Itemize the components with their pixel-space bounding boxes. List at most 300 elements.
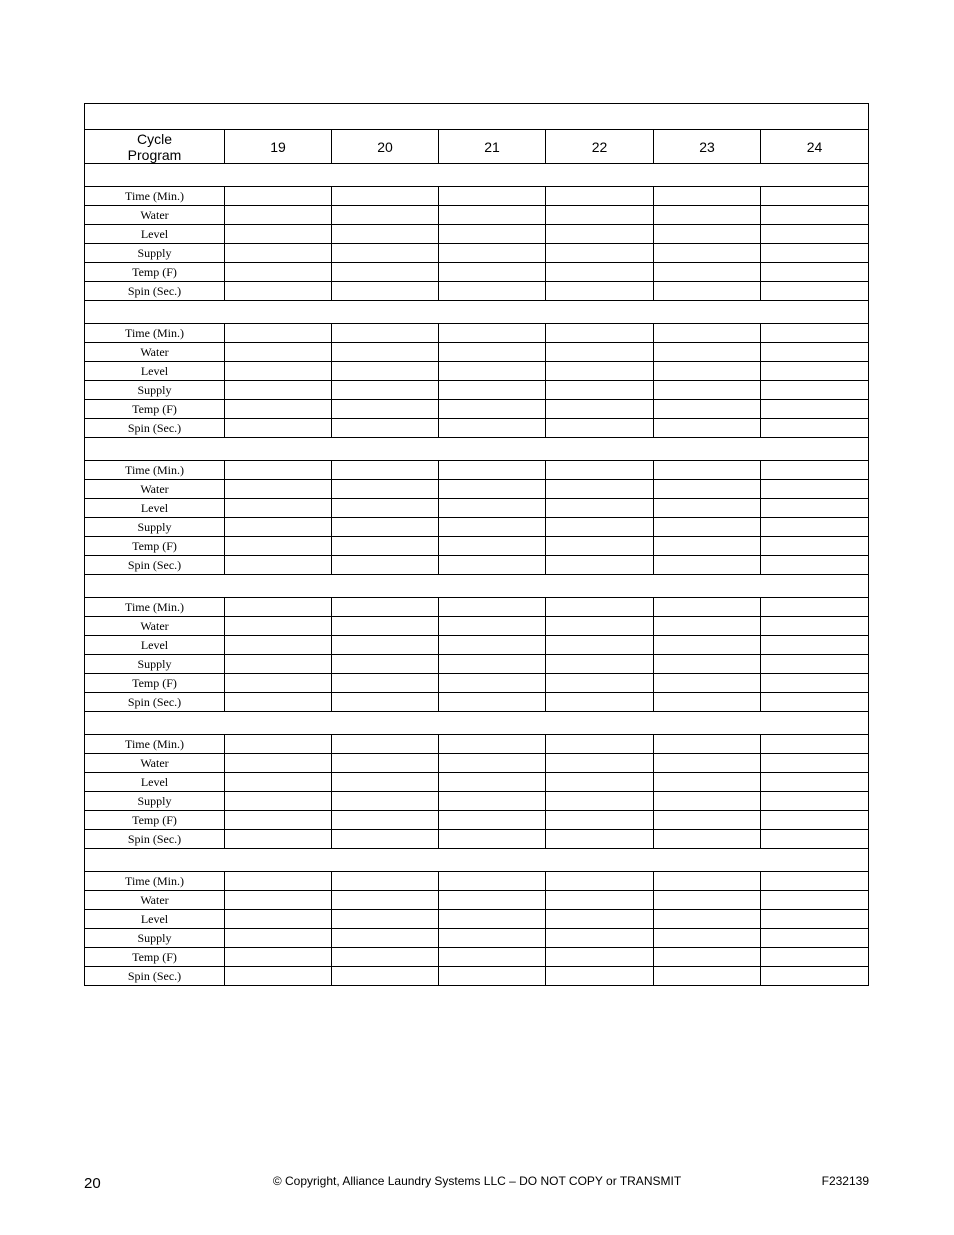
value-cell[interactable]	[225, 773, 332, 792]
row-label: Temp (F)	[85, 263, 225, 282]
value-cell[interactable]	[439, 419, 546, 438]
value-cell[interactable]	[761, 830, 869, 849]
row-label: Level	[85, 499, 225, 518]
value-cell[interactable]	[332, 400, 439, 419]
value-cell[interactable]	[332, 754, 439, 773]
table-row	[85, 187, 869, 206]
value-cell[interactable]	[761, 480, 869, 499]
row-label: Supply	[85, 792, 225, 811]
value-cell[interactable]	[654, 891, 761, 910]
value-cell[interactable]	[761, 636, 869, 655]
value-cell[interactable]	[546, 792, 654, 811]
value-cell[interactable]	[439, 381, 546, 400]
table-title-cell	[85, 104, 869, 130]
value-cell[interactable]	[439, 499, 546, 518]
value-cell[interactable]	[332, 187, 439, 206]
value-cell[interactable]	[332, 967, 439, 986]
value-cell[interactable]	[439, 187, 546, 206]
value-cell[interactable]	[225, 598, 332, 617]
section-divider-cell	[85, 164, 869, 187]
value-cell[interactable]	[761, 518, 869, 537]
value-cell[interactable]	[546, 537, 654, 556]
value-cell[interactable]	[761, 910, 869, 929]
value-cell[interactable]	[439, 636, 546, 655]
value-cell[interactable]	[654, 282, 761, 301]
value-cell[interactable]	[225, 617, 332, 636]
table-row	[85, 754, 869, 773]
value-cell[interactable]	[654, 499, 761, 518]
value-cell[interactable]	[546, 400, 654, 419]
table-row	[85, 461, 869, 480]
value-cell[interactable]	[761, 735, 869, 754]
table-row	[85, 225, 869, 244]
value-cell[interactable]	[225, 362, 332, 381]
value-cell[interactable]	[761, 891, 869, 910]
value-cell[interactable]	[654, 910, 761, 929]
value-cell[interactable]	[439, 324, 546, 343]
value-cell[interactable]	[546, 872, 654, 891]
value-cell[interactable]	[332, 419, 439, 438]
value-cell[interactable]	[332, 792, 439, 811]
section-divider-cell	[85, 301, 869, 324]
value-cell[interactable]	[439, 735, 546, 754]
value-cell[interactable]	[654, 225, 761, 244]
value-cell[interactable]	[225, 480, 332, 499]
row-label: Water	[85, 480, 225, 499]
value-cell[interactable]	[761, 754, 869, 773]
value-cell[interactable]	[225, 910, 332, 929]
value-cell[interactable]	[332, 693, 439, 712]
value-cell[interactable]	[654, 244, 761, 263]
value-cell[interactable]	[761, 929, 869, 948]
value-cell[interactable]	[761, 872, 869, 891]
value-cell[interactable]	[225, 967, 332, 986]
table-row	[85, 598, 869, 617]
row-label: Temp (F)	[85, 537, 225, 556]
value-cell[interactable]	[761, 537, 869, 556]
value-cell[interactable]	[761, 948, 869, 967]
value-cell[interactable]	[761, 225, 869, 244]
value-cell[interactable]	[439, 967, 546, 986]
value-cell[interactable]	[654, 830, 761, 849]
value-cell[interactable]	[439, 480, 546, 499]
value-cell[interactable]	[225, 754, 332, 773]
value-cell[interactable]	[654, 598, 761, 617]
value-cell[interactable]	[761, 556, 869, 575]
row-label: Spin (Sec.)	[85, 830, 225, 849]
value-cell[interactable]	[761, 773, 869, 792]
value-cell[interactable]	[225, 811, 332, 830]
value-cell[interactable]	[654, 343, 761, 362]
row-label: Time (Min.)	[85, 735, 225, 754]
row-label: Level	[85, 910, 225, 929]
value-cell[interactable]	[654, 929, 761, 948]
value-cell[interactable]	[654, 419, 761, 438]
value-cell[interactable]	[761, 400, 869, 419]
table-row	[85, 773, 869, 792]
value-cell[interactable]	[332, 480, 439, 499]
value-cell[interactable]	[761, 674, 869, 693]
value-cell[interactable]	[546, 674, 654, 693]
value-cell[interactable]	[225, 343, 332, 362]
value-cell[interactable]	[761, 206, 869, 225]
value-cell[interactable]	[546, 556, 654, 575]
value-cell[interactable]	[654, 967, 761, 986]
value-cell[interactable]	[332, 617, 439, 636]
value-cell[interactable]	[546, 324, 654, 343]
row-label: Temp (F)	[85, 400, 225, 419]
value-cell[interactable]	[546, 967, 654, 986]
table-row	[85, 263, 869, 282]
value-cell[interactable]	[332, 948, 439, 967]
column-header: 20	[332, 130, 439, 164]
column-header: 22	[546, 130, 654, 164]
value-cell[interactable]	[546, 461, 654, 480]
table-row	[85, 693, 869, 712]
value-cell[interactable]	[332, 830, 439, 849]
value-cell[interactable]	[225, 655, 332, 674]
value-cell[interactable]	[332, 910, 439, 929]
table-row	[85, 282, 869, 301]
value-cell[interactable]	[225, 830, 332, 849]
value-cell[interactable]	[654, 792, 761, 811]
value-cell[interactable]	[761, 244, 869, 263]
value-cell[interactable]	[761, 324, 869, 343]
row-label: Time (Min.)	[85, 461, 225, 480]
cycle-header-line1: Cycle	[136, 130, 172, 147]
table-title-row	[85, 104, 869, 130]
value-cell[interactable]	[654, 773, 761, 792]
table-row	[85, 419, 869, 438]
value-cell[interactable]	[654, 480, 761, 499]
value-cell[interactable]	[654, 362, 761, 381]
value-cell[interactable]	[654, 674, 761, 693]
value-cell[interactable]	[439, 263, 546, 282]
value-cell[interactable]	[332, 811, 439, 830]
value-cell[interactable]	[332, 518, 439, 537]
table-row	[85, 324, 869, 343]
value-cell[interactable]	[439, 872, 546, 891]
value-cell[interactable]	[546, 598, 654, 617]
value-cell[interactable]	[761, 362, 869, 381]
table-row	[85, 674, 869, 693]
value-cell[interactable]	[546, 206, 654, 225]
value-cell[interactable]	[439, 929, 546, 948]
table-row	[85, 811, 869, 830]
document-id: F232139	[821, 1174, 869, 1188]
section-divider-row	[85, 575, 869, 598]
value-cell[interactable]	[761, 187, 869, 206]
table-row	[85, 910, 869, 929]
value-cell[interactable]	[225, 872, 332, 891]
value-cell[interactable]	[654, 693, 761, 712]
value-cell[interactable]	[225, 225, 332, 244]
value-cell[interactable]	[546, 830, 654, 849]
section-divider-row	[85, 164, 869, 187]
value-cell[interactable]	[654, 518, 761, 537]
value-cell[interactable]	[654, 556, 761, 575]
value-cell[interactable]	[546, 754, 654, 773]
value-cell[interactable]	[654, 948, 761, 967]
value-cell[interactable]	[761, 655, 869, 674]
value-cell[interactable]	[654, 206, 761, 225]
table-row	[85, 362, 869, 381]
value-cell[interactable]	[225, 929, 332, 948]
value-cell[interactable]	[332, 343, 439, 362]
value-cell[interactable]	[439, 343, 546, 362]
table-row	[85, 244, 869, 263]
value-cell[interactable]	[439, 556, 546, 575]
value-cell[interactable]	[225, 263, 332, 282]
value-cell[interactable]	[439, 693, 546, 712]
table-row	[85, 872, 869, 891]
value-cell[interactable]	[546, 263, 654, 282]
row-label: Supply	[85, 518, 225, 537]
value-cell[interactable]	[439, 655, 546, 674]
value-cell[interactable]	[761, 343, 869, 362]
value-cell[interactable]	[225, 518, 332, 537]
value-cell[interactable]	[654, 811, 761, 830]
row-label: Level	[85, 636, 225, 655]
value-cell[interactable]	[546, 891, 654, 910]
value-cell[interactable]	[546, 910, 654, 929]
value-cell[interactable]	[439, 244, 546, 263]
value-cell[interactable]	[546, 518, 654, 537]
value-cell[interactable]	[225, 187, 332, 206]
value-cell[interactable]	[225, 499, 332, 518]
value-cell[interactable]	[225, 556, 332, 575]
copyright-notice: © Copyright, Alliance Laundry Systems LLC – DO NOT COPY or TRANSMIT	[272, 1174, 682, 1188]
value-cell[interactable]	[439, 282, 546, 301]
program-header-line2: Program	[127, 146, 182, 163]
value-cell[interactable]	[546, 655, 654, 674]
value-cell[interactable]	[439, 617, 546, 636]
value-cell[interactable]	[332, 636, 439, 655]
row-label: Spin (Sec.)	[85, 419, 225, 438]
value-cell[interactable]	[546, 636, 654, 655]
row-label: Level	[85, 362, 225, 381]
value-cell[interactable]	[332, 362, 439, 381]
value-cell[interactable]	[332, 263, 439, 282]
row-label: Spin (Sec.)	[85, 693, 225, 712]
value-cell[interactable]	[332, 206, 439, 225]
value-cell[interactable]	[439, 891, 546, 910]
value-cell[interactable]	[654, 461, 761, 480]
value-cell[interactable]	[546, 244, 654, 263]
value-cell[interactable]	[225, 693, 332, 712]
row-label: Water	[85, 891, 225, 910]
row-label: Time (Min.)	[85, 872, 225, 891]
table-row	[85, 537, 869, 556]
section-divider-cell	[85, 438, 869, 461]
value-cell[interactable]	[546, 948, 654, 967]
value-cell[interactable]	[332, 735, 439, 754]
value-cell[interactable]	[761, 617, 869, 636]
value-cell[interactable]	[225, 674, 332, 693]
value-cell[interactable]	[439, 225, 546, 244]
value-cell[interactable]	[225, 206, 332, 225]
page-number: 20	[84, 1175, 101, 1192]
row-label: Temp (F)	[85, 674, 225, 693]
value-cell[interactable]	[654, 655, 761, 674]
row-label: Time (Min.)	[85, 187, 225, 206]
value-cell[interactable]	[225, 891, 332, 910]
value-cell[interactable]	[546, 735, 654, 754]
value-cell[interactable]	[225, 636, 332, 655]
value-cell[interactable]	[439, 400, 546, 419]
row-label: Temp (F)	[85, 948, 225, 967]
value-cell[interactable]	[546, 343, 654, 362]
value-cell[interactable]	[761, 381, 869, 400]
value-cell[interactable]	[439, 910, 546, 929]
value-cell[interactable]	[546, 693, 654, 712]
value-cell[interactable]	[761, 811, 869, 830]
value-cell[interactable]	[546, 187, 654, 206]
cycle-program-table	[84, 103, 869, 986]
value-cell[interactable]	[439, 754, 546, 773]
section-divider-row	[85, 301, 869, 324]
table-row	[85, 556, 869, 575]
value-cell[interactable]	[761, 967, 869, 986]
table-row	[85, 343, 869, 362]
table-row	[85, 929, 869, 948]
value-cell[interactable]	[546, 499, 654, 518]
section-divider-cell	[85, 575, 869, 598]
value-cell[interactable]	[332, 773, 439, 792]
value-cell[interactable]	[654, 187, 761, 206]
value-cell[interactable]	[439, 362, 546, 381]
value-cell[interactable]	[439, 461, 546, 480]
value-cell[interactable]	[439, 811, 546, 830]
value-cell[interactable]	[439, 537, 546, 556]
row-label: Spin (Sec.)	[85, 556, 225, 575]
row-label: Temp (F)	[85, 811, 225, 830]
value-cell[interactable]	[654, 636, 761, 655]
value-cell[interactable]	[332, 929, 439, 948]
table-row	[85, 948, 869, 967]
value-cell[interactable]	[225, 461, 332, 480]
row-label: Supply	[85, 655, 225, 674]
value-cell[interactable]	[332, 598, 439, 617]
value-cell[interactable]	[332, 381, 439, 400]
value-cell[interactable]	[439, 598, 546, 617]
row-label: Time (Min.)	[85, 324, 225, 343]
value-cell[interactable]	[332, 499, 439, 518]
table-row	[85, 967, 869, 986]
table-row	[85, 891, 869, 910]
section-divider-row	[85, 712, 869, 735]
value-cell[interactable]	[654, 263, 761, 282]
table-header-row	[85, 130, 869, 164]
value-cell[interactable]	[225, 537, 332, 556]
table-row	[85, 499, 869, 518]
value-cell[interactable]	[332, 225, 439, 244]
row-label: Supply	[85, 929, 225, 948]
value-cell[interactable]	[546, 381, 654, 400]
row-label: Water	[85, 206, 225, 225]
value-cell[interactable]	[654, 381, 761, 400]
value-cell[interactable]	[439, 773, 546, 792]
cycle-program-header	[85, 130, 225, 164]
row-label: Level	[85, 773, 225, 792]
value-cell[interactable]	[225, 244, 332, 263]
value-cell[interactable]	[332, 537, 439, 556]
value-cell[interactable]	[546, 480, 654, 499]
value-cell[interactable]	[546, 282, 654, 301]
value-cell[interactable]	[654, 400, 761, 419]
value-cell[interactable]	[332, 556, 439, 575]
value-cell[interactable]	[439, 830, 546, 849]
value-cell[interactable]	[761, 792, 869, 811]
value-cell[interactable]	[225, 324, 332, 343]
value-cell[interactable]	[546, 419, 654, 438]
value-cell[interactable]	[546, 773, 654, 792]
value-cell[interactable]	[225, 792, 332, 811]
value-cell[interactable]	[654, 754, 761, 773]
value-cell[interactable]	[225, 735, 332, 754]
value-cell[interactable]	[654, 537, 761, 556]
value-cell[interactable]	[439, 792, 546, 811]
column-header: 21	[439, 130, 546, 164]
section-divider-cell	[85, 849, 869, 872]
table-row	[85, 735, 869, 754]
table-row	[85, 617, 869, 636]
value-cell[interactable]	[546, 617, 654, 636]
value-cell[interactable]	[761, 598, 869, 617]
value-cell[interactable]	[332, 655, 439, 674]
value-cell[interactable]	[332, 244, 439, 263]
value-cell[interactable]	[546, 362, 654, 381]
value-cell[interactable]	[546, 929, 654, 948]
value-cell[interactable]	[546, 811, 654, 830]
value-cell[interactable]	[761, 693, 869, 712]
value-cell[interactable]	[439, 674, 546, 693]
value-cell[interactable]	[654, 872, 761, 891]
value-cell[interactable]	[225, 419, 332, 438]
value-cell[interactable]	[225, 948, 332, 967]
value-cell[interactable]	[654, 324, 761, 343]
table-row	[85, 830, 869, 849]
value-cell[interactable]	[546, 225, 654, 244]
section-divider-row	[85, 438, 869, 461]
row-label: Water	[85, 617, 225, 636]
value-cell[interactable]	[225, 400, 332, 419]
value-cell[interactable]	[761, 282, 869, 301]
value-cell[interactable]	[332, 872, 439, 891]
value-cell[interactable]	[332, 324, 439, 343]
value-cell[interactable]	[332, 891, 439, 910]
value-cell[interactable]	[225, 282, 332, 301]
value-cell[interactable]	[761, 461, 869, 480]
value-cell[interactable]	[761, 419, 869, 438]
value-cell[interactable]	[439, 948, 546, 967]
value-cell[interactable]	[654, 735, 761, 754]
value-cell[interactable]	[332, 282, 439, 301]
table-row	[85, 636, 869, 655]
table-row	[85, 206, 869, 225]
row-label: Spin (Sec.)	[85, 967, 225, 986]
value-cell[interactable]	[332, 674, 439, 693]
row-label: Level	[85, 225, 225, 244]
value-cell[interactable]	[761, 263, 869, 282]
column-header: 24	[761, 130, 869, 164]
value-cell[interactable]	[761, 499, 869, 518]
value-cell[interactable]	[332, 461, 439, 480]
value-cell[interactable]	[654, 617, 761, 636]
value-cell[interactable]	[439, 518, 546, 537]
value-cell[interactable]	[439, 206, 546, 225]
value-cell[interactable]	[225, 381, 332, 400]
